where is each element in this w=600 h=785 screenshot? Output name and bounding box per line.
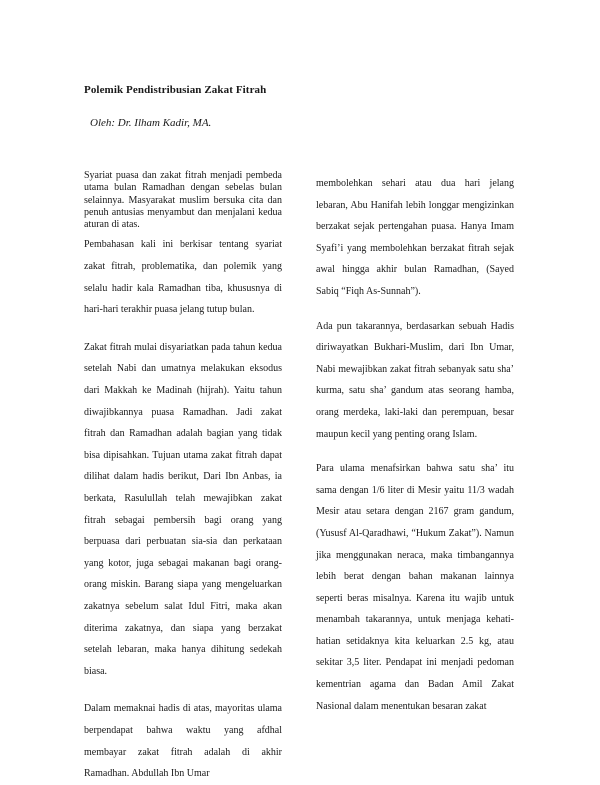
article-author: Oleh: Dr. Ilham Kadir, MA. bbox=[90, 117, 212, 129]
right-column bbox=[316, 173, 514, 717]
paragraph: membolehkan sehari atau dua hari jelang lebaran, Abu Hanifah lebih longgar mengizinkan berzakat sejak pertengahan puasa. Hanya Imam Syafi’i yang membolehkan berzakat fitrah sejak awal hingga akhir bulan Ramadhan, (Sayed Sabiq “Fiqh As-Sunnah”). bbox=[316, 178, 514, 297]
paragraph: Pembahasan kali ini berkisar tentang syariat zakat fitrah, problematika, dan polemik yang selalu hadir kala Ramadhan tiba, khususnya di hari-hari terakhir puasa jelang tutup bulan. bbox=[84, 239, 282, 316]
paragraph: Zakat fitrah mulai disyariatkan pada tahun kedua setelah Nabi dan umatnya melakukan eksodus dari Makkah ke Madinah (hijrah). Yaitu tahun diwajibkannya puasa Ramadhan. Jadi zakat fitrah dan Ramadhan adalah bagian yang tidak bisa dipisahkan. Tujuan utama zakat fitrah dapat dilihat dalam hadis berikut, Dari Ibn Anbas, ia berkata, Rasulullah telah mewajibkan zakat fitrah sebagai pembersih bagi orang yang berpuasa dari perbuatan sia-sia dan perkataan yang kotor, juga sebagai makanan bagi orang-orang miskin. Barang siapa yang mengeluarkan zakatnya sebelum salat Idul Fitri, maka akan diterima zakatnya, dan siapa yang berzakat setelah lebaran, maka hanya dihitung sedekah biasa. bbox=[84, 341, 282, 677]
paragraph: Syariat puasa dan zakat fitrah menjadi pembeda utama bulan Ramadhan dengan sebelas bulan selainnya. Masyarakat muslim bersuka cita dan penuh antusias menyambut dan menjalani kedua aturan di atas. bbox=[84, 170, 282, 231]
article-title: Polemik Pendistribusian Zakat Fitrah bbox=[84, 84, 267, 96]
left-column bbox=[84, 170, 282, 785]
paragraph: Ada pun takarannya, berdasarkan sebuah Hadis diriwayatkan Bukhari-Muslim, dari Ibn Umar, Nabi mewajibkan zakat fitrah sebanyak satu sha’ kurma, satu sha’ gandum atas seorang hamba, orang merdeka, laki-laki dan perempuan, besar maupun kecil yang penting orang Islam. bbox=[316, 320, 514, 440]
paragraph: Para ulama menafsirkan bahwa satu sha’ itu sama dengan 1/6 liter di Mesir yaitu 11/3 wadah Mesir atau setara dengan 2167 gram gandum, (Yususf Al-Qaradhawi, “Hukum Zakat”). Namun jika menggunakan neraca, maka timbangannya lebih berat dengan bahan makanan lainnya seperti beras misalnya. Karena itu wajib untuk menambah takarannya, untuk menjaga kehati-hatian setidaknya kita keluarkan 2.5 kg, atau sekitar 3,5 liter. Pendapat ini menjadi pedoman kementrian agama dan Badan Amil Zakat Nasional dalam menentukan besaran zakat bbox=[316, 463, 514, 712]
paragraph: Dalam memaknai hadis di atas, mayoritas ulama berpendapat bahwa waktu yang afdhal membayar zakat fitrah adalah di akhir Ramadhan. Abdullah Ibn Umar bbox=[84, 703, 282, 780]
